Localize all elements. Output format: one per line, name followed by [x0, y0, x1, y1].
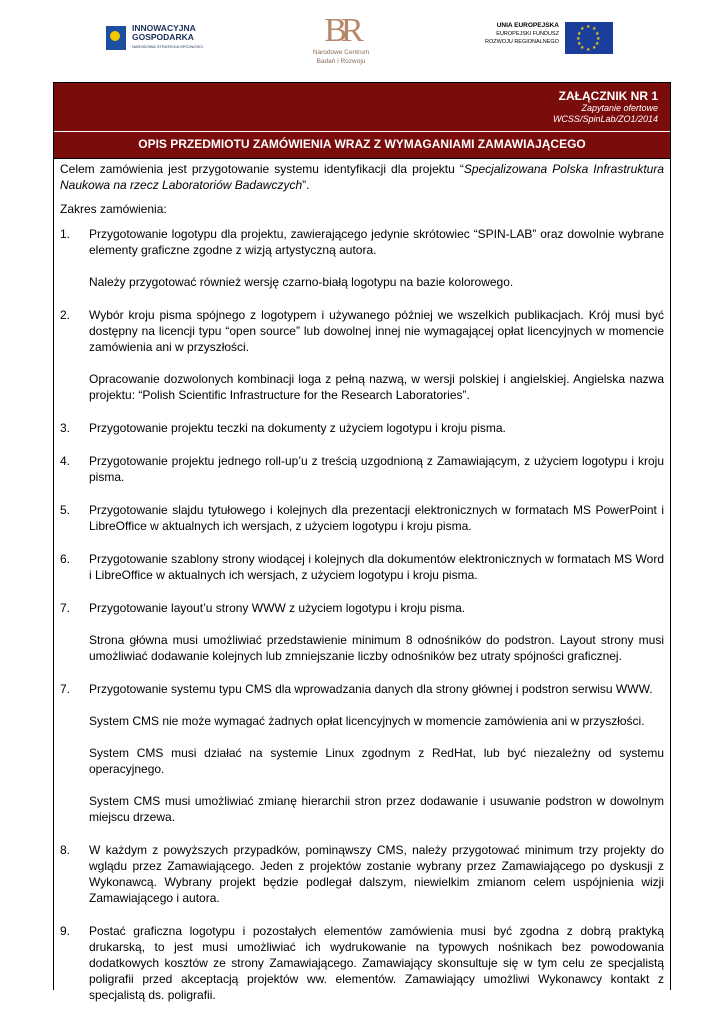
eu-line3: ROZWOJU REGIONALNEGO	[485, 39, 559, 45]
list-item-paragraph: W każdym z powyższych przypadków, pominąwszy CMS, należy przygotować minimum trzy projekty do wglądu przez Zamawiającego. Jeden z projektów zostanie wybrany przez Zamawiającego po dyskusji z Wykonawcą. Wybrany projekt będzie podlegał dalszym, niewielkim zmianom celem uspójnienia wizji Zamawiającego i autora.	[89, 843, 664, 905]
ig-line2: GOSPODARKA	[132, 32, 194, 42]
annex-header	[54, 83, 670, 131]
list-item-paragraph: Przygotowanie projektu teczki na dokumenty z użyciem logotypu i kroju pisma.	[89, 421, 506, 435]
list-item-number: 5.	[60, 503, 71, 517]
eu-logo	[485, 22, 613, 54]
list-item-paragraph: System CMS musi działać na systemie Linux zgodnym z RedHat, lub być niezależny od systemu operacyjnego.	[89, 746, 664, 776]
list-item	[60, 600, 664, 664]
eu-line2: EUROPEJSKI FUNDUSZ	[496, 31, 559, 37]
annex-subtitle: Zapytanie ofertowe	[581, 103, 658, 113]
ncbr-line2: Badań i Rozwoju	[316, 58, 366, 65]
section-title: OPIS PRZEDMIOTU ZAMÓWIENIA WRAZ Z WYMAGANIAMI ZAMAWIAJĄCEGO	[54, 131, 670, 159]
list-item	[60, 681, 664, 825]
list-item-number: 7.	[60, 601, 71, 615]
document-content	[54, 159, 670, 1003]
logo-bar	[0, 0, 725, 82]
list-item	[60, 502, 664, 534]
scope-label: Zakres zamówienia:	[60, 202, 167, 216]
document-frame	[53, 82, 671, 1002]
innowacyjna-gospodarka-logo	[106, 24, 203, 51]
list-item-paragraph: Przygotowanie szablony strony wiodącej i kolejnych dla dokumentów elektronicznych w formatach MS Word i LibreOffice w aktualnych ich wersjach, z użyciem logotypu i kroju pisma.	[89, 552, 664, 582]
list-item-paragraph: Przygotowanie systemu typu CMS dla wprowadzania danych dla strony głównej i podstron serwisu WWW.	[89, 682, 653, 696]
list-item-paragraph: System CMS musi umożliwiać zmianę hierarchii stron przez dodawanie i usuwanie podstron w dowolnym miejscu drzewa.	[89, 794, 664, 824]
list-item-paragraph: Przygotowanie logotypu dla projektu, zawierającego jedynie skrótowiec “SPIN-LAB” oraz dowolnie wybrane elementy graficzne zgodne z wizją artystyczną autora.	[89, 227, 664, 257]
ig-line1: INNOWACYJNA	[132, 23, 196, 33]
ig-mark-icon	[106, 26, 126, 50]
intro-paragraph: Celem zamówienia jest przygotowanie systemu identyfikacji dla projektu “Specjalizowana Polska Infrastruktura Naukowa na rzecz Laboratoriów Badawczych”.	[60, 162, 665, 192]
list-item-paragraph: Wybór kroju pisma spójnego z logotypem i używanego później we wszelkich publikacjach. Krój musi być dostępny na licencji typu “open source” lub dowolnej innej nie wymagającej opłat licencyjnych w momencie zamówienia ani w przyszłości.	[89, 308, 664, 354]
list-item-number: 9.	[60, 924, 71, 938]
list-item-paragraph: Postać graficzna logotypu i pozostałych elementów zamówienia musi być zgodna z dobrą praktyką drukarską, to jest musi umożliwiać ich wydrukowanie na typowych nośnikach bez powodowania dodatkowych kosztów ze strony Zamawiającego. Zamawiający skonsultuje się w tym celu ze specjalistą poligrafii przed akceptacją projektów ww. elementów. Zamawiający umożliwi Wykonawcy kontakt z specjalistą ds. poligrafii.	[89, 924, 664, 1002]
list-item-paragraph: Przygotowanie slajdu tytułowego i kolejnych dla prezentacji elektronicznych w formatach MS PowerPoint i LibreOffice w aktualnych ich wersjach, z użyciem logotypu i kroju pisma.	[89, 503, 664, 533]
annex-reference: WCSS/SpinLab/ZO1/2014	[552, 114, 658, 124]
list-item-paragraph: Należy przygotować również wersję czarno-białą logotypu na bazie kolorowego.	[89, 275, 514, 289]
ncbr-mark-icon: BR	[324, 12, 358, 49]
list-item	[60, 453, 664, 485]
ncbr-line1: Narodowe Centrum	[312, 49, 370, 56]
list-item-paragraph: Przygotowanie projektu jednego roll-up’u z treścią uzgodnioną z Zamawiającym, z użyciem logotypu i kroju pisma.	[89, 454, 664, 484]
list-item-number: 6.	[60, 552, 71, 566]
eu-flag-icon: ★ ★ ★ ★ ★ ★ ★ ★ ★ ★ ★ ★	[565, 22, 613, 54]
list-item	[60, 226, 664, 290]
list-item-number: 7.	[60, 682, 71, 696]
list-item	[60, 923, 664, 1003]
list-item-number: 3.	[60, 421, 71, 435]
list-item-paragraph: Strona główna musi umożliwiać przedstawienie minimum 8 odnośników do podstron. Layout strony musi umożliwiać dodawanie kolejnych lub zmniejszanie liczby odnośników bez utraty spójności graficznej.	[89, 633, 664, 663]
ncbr-logo	[306, 14, 376, 66]
list-item-paragraph: Opracowanie dozwolonych kombinacji loga z pełną nazwą, w wersji polskiej i angielskiej. Angielska nazwa projektu: “Polish Scientific Infrastructure for the Research Laboratories”.	[89, 372, 664, 402]
ig-line3: NARODOWA STRATEGIA SPÓJNOŚCI	[132, 44, 204, 49]
list-item	[60, 842, 664, 906]
eu-line1: UNIA EUROPEJSKA	[496, 22, 559, 29]
annex-title: ZAŁĄCZNIK NR 1	[558, 89, 658, 103]
list-item-number: 1.	[60, 227, 71, 241]
list-item	[60, 551, 664, 583]
list-item-number: 8.	[60, 843, 71, 857]
list-item-paragraph: System CMS nie może wymagać żadnych opłat licencyjnych w momencie zamówienia ani w przyszłości.	[89, 714, 645, 728]
project-name: Specjalizowana Polska Infrastruktura Naukowa na rzecz Laboratoriów Badawczych	[60, 162, 665, 192]
list-item	[60, 420, 664, 436]
list-item-number: 4.	[60, 454, 71, 468]
scope-list	[60, 226, 664, 1003]
list-item-number: 2.	[60, 308, 71, 322]
list-item-paragraph: Przygotowanie layout’u strony WWW z użyciem logotypu i kroju pisma.	[89, 601, 466, 615]
list-item	[60, 307, 664, 403]
